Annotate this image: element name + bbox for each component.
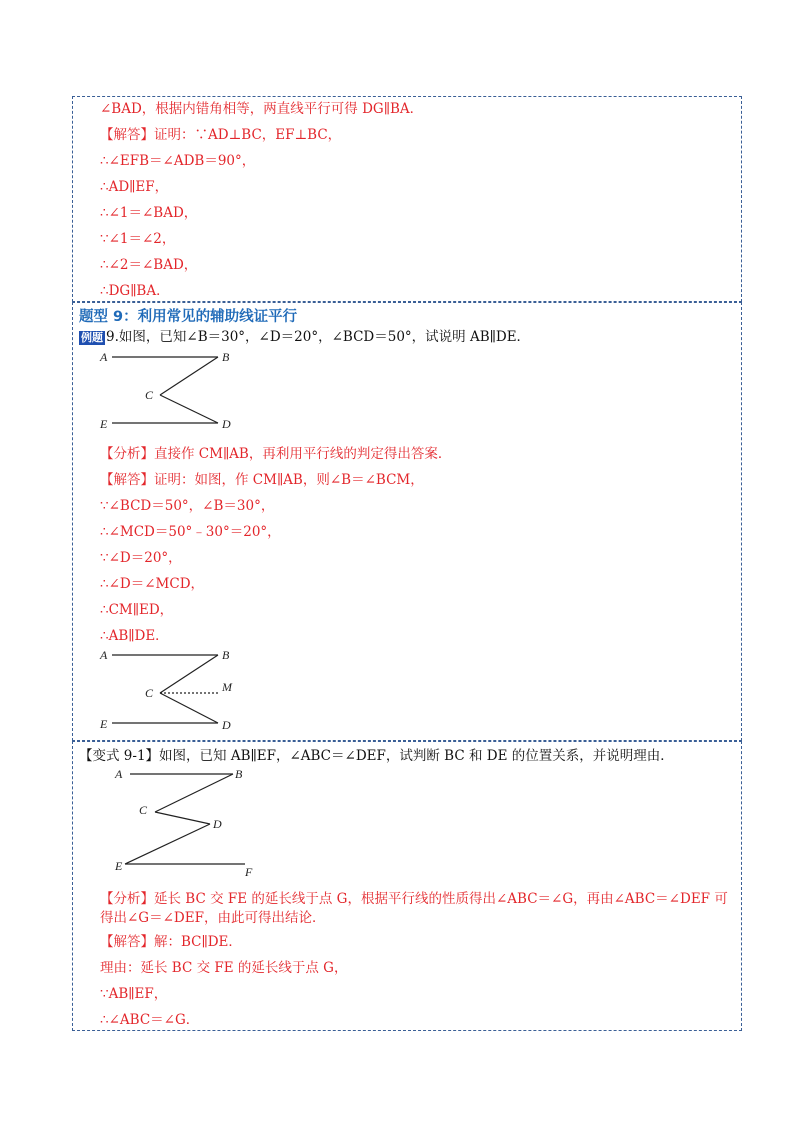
- label-M: M: [222, 680, 232, 694]
- label-E: E: [115, 859, 123, 873]
- section-title: 题型 9：利用常见的辅助线证平行: [79, 309, 298, 325]
- question-text: 9.如图，已知∠B＝30°，∠D＝20°，∠BCD＝50°，试说明 AB∥DE．: [106, 329, 531, 345]
- text-line: ∴∠1＝∠BAD，: [100, 205, 198, 221]
- label-F: F: [245, 865, 253, 879]
- solution-line: ∵∠BCD＝50°，∠B＝30°，: [100, 498, 275, 514]
- text-line: ∴AD∥EF，: [100, 179, 169, 195]
- label-C: C: [145, 686, 154, 700]
- text-line: ∴DG∥BA．: [100, 283, 170, 299]
- question-line: [79, 325, 530, 345]
- text-line: ∵∠1＝∠2，: [100, 231, 176, 247]
- label-B: B: [222, 350, 230, 364]
- figure-1: [90, 345, 250, 435]
- label-A: A: [115, 767, 123, 781]
- label-C: C: [145, 388, 154, 402]
- text-line: ∠BAD，根据内错角相等，两直线平行可得 DG∥BA．: [100, 101, 424, 117]
- solution-line: ∴∠MCD＝50°﹣30°＝20°，: [100, 524, 281, 540]
- solution-line: ∴CM∥ED，: [100, 602, 174, 618]
- variant-question: 【变式 9-1】如图，已知 AB∥EF，∠ABC＝∠DEF，试判断 BC 和 DE 的位置关系，并说明理由．: [79, 748, 674, 764]
- example-badge: 例题: [81, 331, 103, 344]
- solution-line: ∴∠ABC＝∠G．: [100, 1012, 200, 1028]
- label-D: D: [222, 417, 231, 431]
- analysis-line: 【分析】延长 BC 交 FE 的延长线于点 G，根据平行线的性质得出∠ABC＝∠G，再由∠ABC＝∠DEF 可: [100, 891, 728, 907]
- label-B: B: [222, 648, 230, 662]
- solution-line: 理由：延长 BC 交 FE 的延长线于点 G，: [100, 960, 348, 976]
- label-A: A: [100, 648, 108, 662]
- solution-line: ∴∠D＝∠MCD，: [100, 576, 205, 592]
- label-D: D: [213, 817, 222, 831]
- label-E: E: [100, 417, 108, 431]
- solution-line: 【解答】证明：如图，作 CM∥AB，则∠B＝∠BCM，: [100, 472, 424, 488]
- label-C: C: [139, 803, 148, 817]
- text-line: ∴∠2＝∠BAD，: [100, 257, 198, 273]
- solution-line: ∵∠D＝20°，: [100, 550, 182, 566]
- text-line: ∴∠EFB＝∠ADB＝90°，: [100, 153, 256, 169]
- figure-2: [90, 643, 250, 735]
- label-E: E: [100, 717, 108, 731]
- figure-3: [105, 762, 265, 880]
- label-D: D: [222, 718, 231, 732]
- label-A: A: [100, 350, 108, 364]
- text-line: 【解答】证明：∵AD⊥BC，EF⊥BC，: [100, 127, 342, 143]
- solution-line: ∵AB∥EF，: [100, 986, 168, 1002]
- analysis-line: 得出∠G＝∠DEF，由此可得出结论．: [100, 910, 326, 926]
- solution-line: 【解答】解：BC∥DE．: [100, 934, 242, 950]
- solution-line: ∴AB∥DE．: [100, 628, 169, 644]
- label-B: B: [235, 767, 243, 781]
- analysis-line: 【分析】直接作 CM∥AB，再利用平行线的判定得出答案．: [100, 446, 452, 462]
